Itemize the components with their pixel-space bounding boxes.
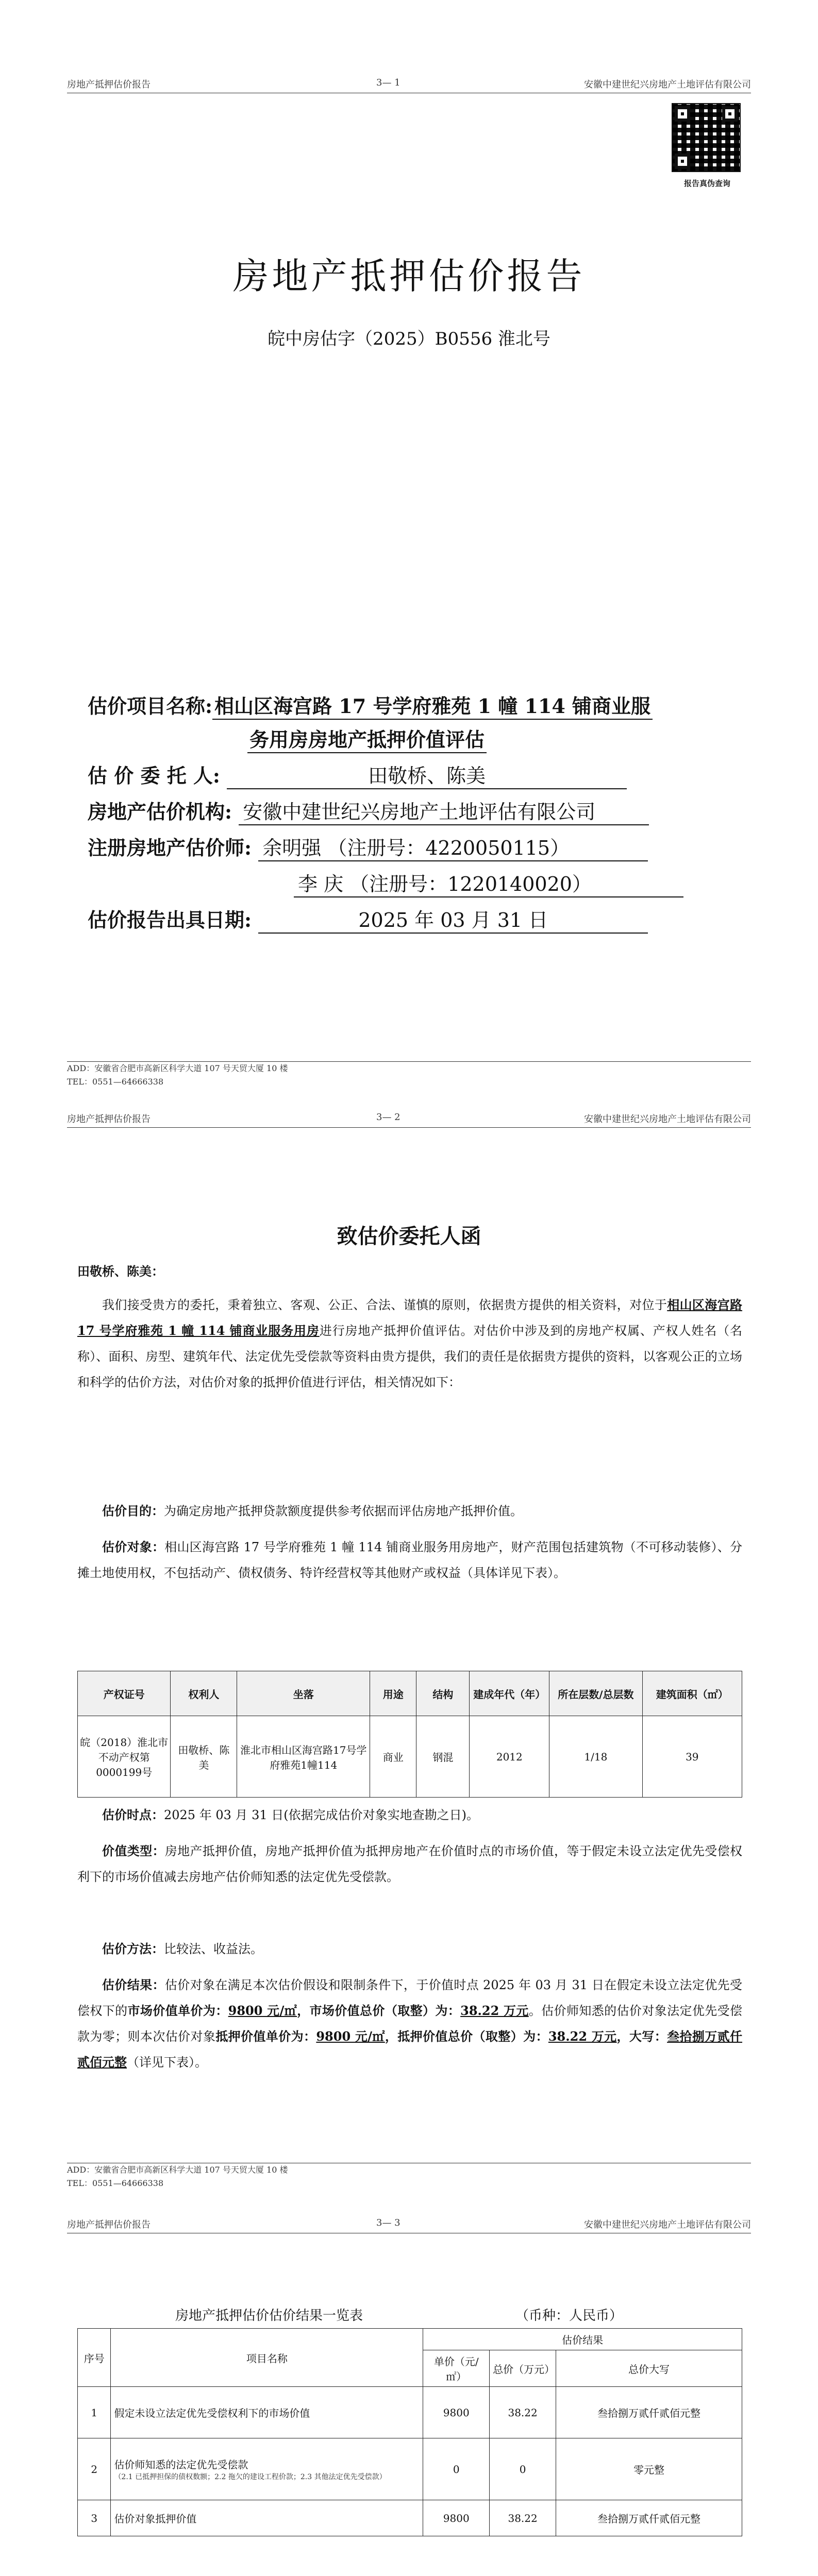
intro-text-c: 进行房地产抵押价值评估。对估价中涉及到的房地产权属、产权人姓名（名称）、面积、房型、建筑年代、法定优先受偿款等资料由贵方提供，我们的责任是依据贵方提供的资料，以客观公正的立场和科学的估价方法，对估价对象的抵押价值进行评估，相关情况如下： xyxy=(77,1324,742,1389)
object-paragraph xyxy=(77,1534,742,1586)
cell-unit: 0 xyxy=(423,2438,490,2500)
table-row xyxy=(78,2500,742,2536)
result-label: 估价结果： xyxy=(102,1977,165,1992)
type-label: 价值类型： xyxy=(102,1843,165,1858)
footer-tel: TEL：0551—64666338 xyxy=(67,2178,164,2188)
time-label: 估价时点： xyxy=(102,1807,164,1822)
market-unit-price: 9800 元/㎡ xyxy=(228,2003,297,2018)
qr-caption: 报告真伪查询 xyxy=(683,179,730,188)
project-value-line2: 务用房房地产抵押价值评估 xyxy=(247,724,487,753)
col-value-group: 估价结果 xyxy=(423,2329,742,2350)
header-report-name: 房地产抵押估价报告 xyxy=(67,2219,151,2230)
cell-floor: 1/18 xyxy=(549,1716,642,1798)
cell-item-sub: （2.1 已抵押担保的债权数额；2.2 拖欠的建设工程价款；2.3 其他法定优先受偿款） xyxy=(114,2473,387,2481)
page-footer xyxy=(67,2163,751,2194)
project-name-row-2 xyxy=(247,724,711,753)
col-seq: 序号 xyxy=(78,2329,111,2387)
agency-value: 安徽中建世纪兴房地产土地评估有限公司 xyxy=(239,796,649,825)
cell-item: 估价对象抵押价值 xyxy=(111,2500,423,2536)
purpose-text: 为确定房地产抵押贷款额度提供参考依据而评估房地产抵押价值。 xyxy=(164,1504,523,1518)
client-label: 估 价 委 托 人: xyxy=(88,764,220,787)
col-item: 项目名称 xyxy=(111,2329,423,2387)
cell-unit: 9800 xyxy=(423,2387,490,2438)
page-header xyxy=(67,1112,751,1128)
letter-page xyxy=(0,1101,818,2202)
mortgage-total-price: 38.22 万元 xyxy=(548,2029,617,2044)
cell-unit: 9800 xyxy=(423,2500,490,2536)
appraiser-label: 注册房地产估价师: xyxy=(88,836,252,859)
market-total-label: ，市场价值总价（取整）为： xyxy=(297,2003,461,2018)
cell-year: 2012 xyxy=(470,1716,549,1798)
object-label: 估价对象： xyxy=(102,1539,165,1554)
col-use: 用途 xyxy=(370,1671,416,1716)
cell-seq: 2 xyxy=(78,2438,111,2500)
header-page-number: 3— 2 xyxy=(376,1112,400,1123)
result-text-f: 。估价师知悉的估价对象法定优先受偿款为零；则本次估价对象 xyxy=(77,2004,742,2044)
col-floor: 所在层数/总层数 xyxy=(549,1671,642,1716)
header-report-name: 房地产抵押估价报告 xyxy=(67,79,151,90)
report-doc-number: 皖中房估字（2025）B0556 淮北号 xyxy=(268,329,550,349)
project-name-row xyxy=(88,690,732,720)
col-year: 建成年代（年） xyxy=(470,1671,549,1716)
header-page-number: 3— 3 xyxy=(376,2217,400,2228)
results-table-title: 房地产抵押估价估价结果一览表 xyxy=(175,2308,363,2324)
header-company: 安徽中建世纪兴房地产土地评估有限公司 xyxy=(584,79,751,90)
project-label: 估价项目名称: xyxy=(88,694,213,718)
result-text-a: 估价对象在满足本次估价假设和限制条件下，于价值时点 2025 年 03 月 31 日在假定未设立法定优先受偿权下的 xyxy=(77,1978,742,2018)
mortgage-total-label: ，抵押价值总价（取整）为： xyxy=(385,2029,548,2044)
client-row xyxy=(88,760,732,789)
appraiser-1: 余明强 （注册号：4220050115） xyxy=(258,832,648,861)
header-report-name: 房地产抵押估价报告 xyxy=(67,1114,151,1125)
page-header xyxy=(67,2217,751,2233)
table-header-row xyxy=(78,2329,742,2350)
header-page-number: 3— 1 xyxy=(376,77,400,88)
cell-area: 39 xyxy=(642,1716,742,1798)
type-text: 房地产抵押价值，房地产抵押价值为抵押房地产在价值时点的市场价值，等于假定未设立法定优先受偿权利下的市场价值减去房地产估价师知悉的法定优先受偿款。 xyxy=(77,1844,743,1884)
method-text: 比较法、收益法。 xyxy=(164,1942,263,1956)
purpose-paragraph xyxy=(77,1498,742,1524)
cell-upper: 零元整 xyxy=(556,2438,742,2500)
col-upper: 总价大写 xyxy=(556,2350,742,2387)
result-text-m: （详见下表）。 xyxy=(127,2055,207,2070)
appraiser-row xyxy=(88,832,732,861)
type-paragraph xyxy=(77,1838,742,1890)
mortgage-unit-price: 9800 元/㎡ xyxy=(316,2029,385,2044)
method-paragraph xyxy=(77,1936,742,1962)
report-date-label: 估价报告出具日期: xyxy=(88,908,252,931)
col-unit: 单价（元/㎡） xyxy=(423,2350,490,2387)
cell-total: 38.22 xyxy=(490,2387,556,2438)
letter-title: 致估价委托人函 xyxy=(337,1224,481,1248)
time-text: 2025 年 03 月 31 日(依据完成估价对象实地查勘之日)。 xyxy=(164,1808,479,1822)
footer-address: ADD：安徽省合肥市高新区科学大道 107 号天贸大厦 10 楼 xyxy=(67,2165,288,2175)
market-total-price: 38.22 万元 xyxy=(460,2003,529,2018)
method-label: 估价方法： xyxy=(102,1941,164,1956)
mortgage-unit-label: 抵押价值单价为： xyxy=(215,2029,316,2044)
report-date-value: 2025 年 03 月 31 日 xyxy=(258,904,648,934)
report-date-row xyxy=(88,904,732,934)
page-header xyxy=(67,77,751,93)
result-paragraph xyxy=(77,1972,742,2075)
uppercase-amount: 叁拾捌万贰仟贰佰元整 xyxy=(77,2029,743,2070)
cell-total: 38.22 xyxy=(490,2500,556,2536)
qr-code-icon xyxy=(672,103,741,172)
header-company: 安徽中建世纪兴房地产土地评估有限公司 xyxy=(584,2219,751,2230)
col-structure: 结构 xyxy=(416,1671,470,1716)
footer-address: ADD：安徽省合肥市高新区科学大道 107 号天贸大厦 10 楼 xyxy=(67,1063,288,1073)
cell-item-main: 估价师知悉的法定优先受偿款 xyxy=(114,2459,248,2471)
cell-upper: 叁拾捌万贰仟贰佰元整 xyxy=(556,2387,742,2438)
col-owner: 权利人 xyxy=(171,1671,237,1716)
table-row xyxy=(78,2387,742,2438)
intro-text-a: 我们接受贵方的委托，秉着独立、客观、公正、合法、谨慎的原则，依据贵方提供的相关资料，对位于 xyxy=(102,1298,667,1312)
cell-total: 0 xyxy=(490,2438,556,2500)
cell-item: 假定未设立法定优先受偿权利下的市场价值 xyxy=(111,2387,423,2438)
footer-tel: TEL：0551—64666338 xyxy=(67,1077,164,1087)
agency-label: 房地产估价机构: xyxy=(88,800,232,823)
letter-intro xyxy=(77,1292,742,1395)
results-page xyxy=(0,2202,818,2576)
page-footer xyxy=(67,1061,751,1093)
object-text: 相山区海宫路 17 号学府雅苑 1 幢 114 铺商业服务用房地产，财产范围包括建筑物（不可移动装修）、分摊土地使用权，不包括动产、债权债务、特许经营权等其他财产或权益（具体详见下表）。 xyxy=(77,1540,743,1580)
uppercase-label: ，大写： xyxy=(616,2029,667,2044)
appraiser-row-2 xyxy=(294,868,706,897)
appraiser-2: 李 庆 （注册号：1220140020） xyxy=(294,868,683,897)
header-company: 安徽中建世纪兴房地产土地评估有限公司 xyxy=(584,1114,751,1125)
intro-property: 相山区海宫路 17 号学府雅苑 1 幢 114 铺商业服务用房 xyxy=(77,1297,743,1338)
time-paragraph xyxy=(77,1802,742,1828)
col-cert: 产权证号 xyxy=(78,1671,171,1716)
purpose-label: 估价目的： xyxy=(102,1503,164,1518)
project-value-line1: 相山区海宫路 17 号学府雅苑 1 幢 114 铺商业服 xyxy=(212,690,653,720)
cell-seq: 1 xyxy=(78,2387,111,2438)
cell-seq: 3 xyxy=(78,2500,111,2536)
table-header-row xyxy=(78,1671,742,1716)
report-title: 房地产抵押估价报告 xyxy=(232,255,586,297)
agency-row xyxy=(88,796,732,825)
client-value: 田敬桥、陈美 xyxy=(227,760,627,789)
letter-salutation: 田敬桥、陈美： xyxy=(77,1264,164,1279)
results-table xyxy=(77,2328,742,2536)
cell-use: 商业 xyxy=(370,1716,416,1798)
cover-page xyxy=(0,0,818,1101)
market-unit-label: 市场价值单价为： xyxy=(127,2003,228,2018)
results-currency: （币种：人民币） xyxy=(515,2308,623,2324)
table-row xyxy=(78,1716,742,1798)
col-area: 建筑面积（㎡） xyxy=(642,1671,742,1716)
cell-item xyxy=(111,2438,423,2500)
cell-location: 淮北市相山区海宫路17号学府雅苑1幢114 xyxy=(237,1716,370,1798)
col-location: 坐落 xyxy=(237,1671,370,1716)
table-row xyxy=(78,2438,742,2500)
cell-owner: 田敬桥、陈美 xyxy=(171,1716,237,1798)
property-table xyxy=(77,1671,742,1798)
cell-cert: 皖（2018）淮北市不动产权第0000199号 xyxy=(78,1716,171,1798)
cell-upper: 叁拾捌万贰仟贰佰元整 xyxy=(556,2500,742,2536)
col-total: 总价（万元） xyxy=(490,2350,556,2387)
cell-structure: 钢混 xyxy=(416,1716,470,1798)
